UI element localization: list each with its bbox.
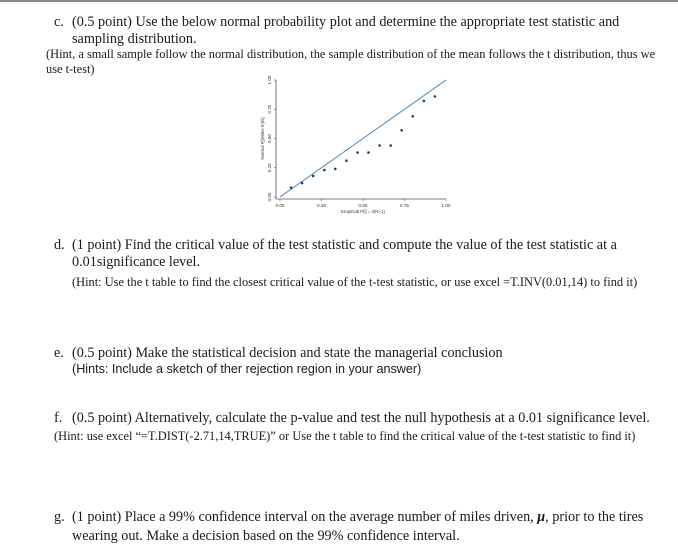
question-d-hint: (Hint: Use the t table to find the closest critical value of the t-test statistic, or use excel =T.INV(0.01,14) to find it) — [72, 275, 638, 289]
data-point — [412, 115, 415, 118]
question-c — [54, 14, 654, 48]
y-axis-label: Normal F[(Miles-m)/s] — [260, 117, 265, 160]
question-g — [54, 508, 654, 546]
question-e-hint: (Hints: Include a sketch of ther rejection region in your answer) — [72, 362, 422, 376]
question-f-hint: (Hint: use excel “=T.DIST(-2.71,14,TRUE)” or Use the t table to find the critical value of the t-test statistic to find it) — [54, 429, 636, 443]
question-d-text: (1 point) Find the critical value of the test statistic and compute the value of the test statistic at a 0.01significance level. — [72, 237, 617, 270]
x-tick-label: 0.25 — [317, 203, 326, 208]
question-d-label: d. — [54, 237, 65, 253]
data-point — [356, 151, 359, 154]
data-point — [312, 175, 315, 178]
question-e-text: (0.5 point) Make the statistical decision and state the managerial conclusion — [72, 345, 503, 361]
y-tick-label: 0.00 — [267, 192, 272, 202]
question-c-hint: (Hint, a small sample follow the normal distribution, the sample distribution of the mean follows the t distribution, thus we use t-test) — [46, 47, 656, 76]
data-point — [323, 169, 326, 172]
normal-probability-plot — [258, 75, 458, 225]
x-axis-label: Empirical P[i] = i/(N+1) — [341, 209, 385, 214]
data-point — [334, 168, 337, 171]
question-e — [54, 345, 654, 362]
mu-symbol: μ — [537, 509, 546, 525]
reference-line — [280, 80, 446, 197]
question-c-label: c. — [54, 14, 64, 30]
data-point — [378, 144, 381, 147]
x-tick-label: 0.75 — [400, 203, 409, 208]
data-point — [434, 95, 437, 98]
question-c-text: (0.5 point) Use the below normal probability plot and determine the appropriate test statistic and sampling distribution. — [72, 14, 620, 47]
question-g-text: (1 point) Place a 99% confidence interval on the average number of miles driven, μ, prior to the tires wearing out. Make a decision based on the 99% confidence interval. — [72, 509, 644, 544]
x-tick-label: 1.00 — [441, 203, 451, 208]
data-point — [389, 144, 392, 147]
data-point — [301, 182, 304, 185]
data-point — [367, 151, 370, 154]
data-point — [400, 129, 403, 132]
plot-area — [260, 75, 451, 214]
y-tick-label: 0.75 — [267, 104, 272, 114]
y-tick-label: 1.00 — [267, 75, 272, 85]
question-f-text: (0.5 point) Alternatively, calculate the p-value and test the null hypothesis at a 0.01 significance level. — [72, 410, 650, 426]
question-g-label: g. — [54, 509, 65, 525]
question-f-label: f. — [54, 410, 63, 426]
question-f — [54, 410, 664, 427]
x-tick-label: 0.00 — [275, 203, 285, 208]
y-tick-label: 0.25 — [267, 163, 272, 173]
data-point — [290, 186, 293, 189]
data-point — [423, 100, 426, 103]
y-tick-label: 0.50 — [267, 134, 272, 143]
x-tick-label: 0.50 — [358, 203, 368, 208]
top-divider — [0, 0, 678, 2]
data-point — [345, 159, 348, 162]
question-e-label: e. — [54, 345, 64, 361]
question-d — [54, 237, 654, 271]
